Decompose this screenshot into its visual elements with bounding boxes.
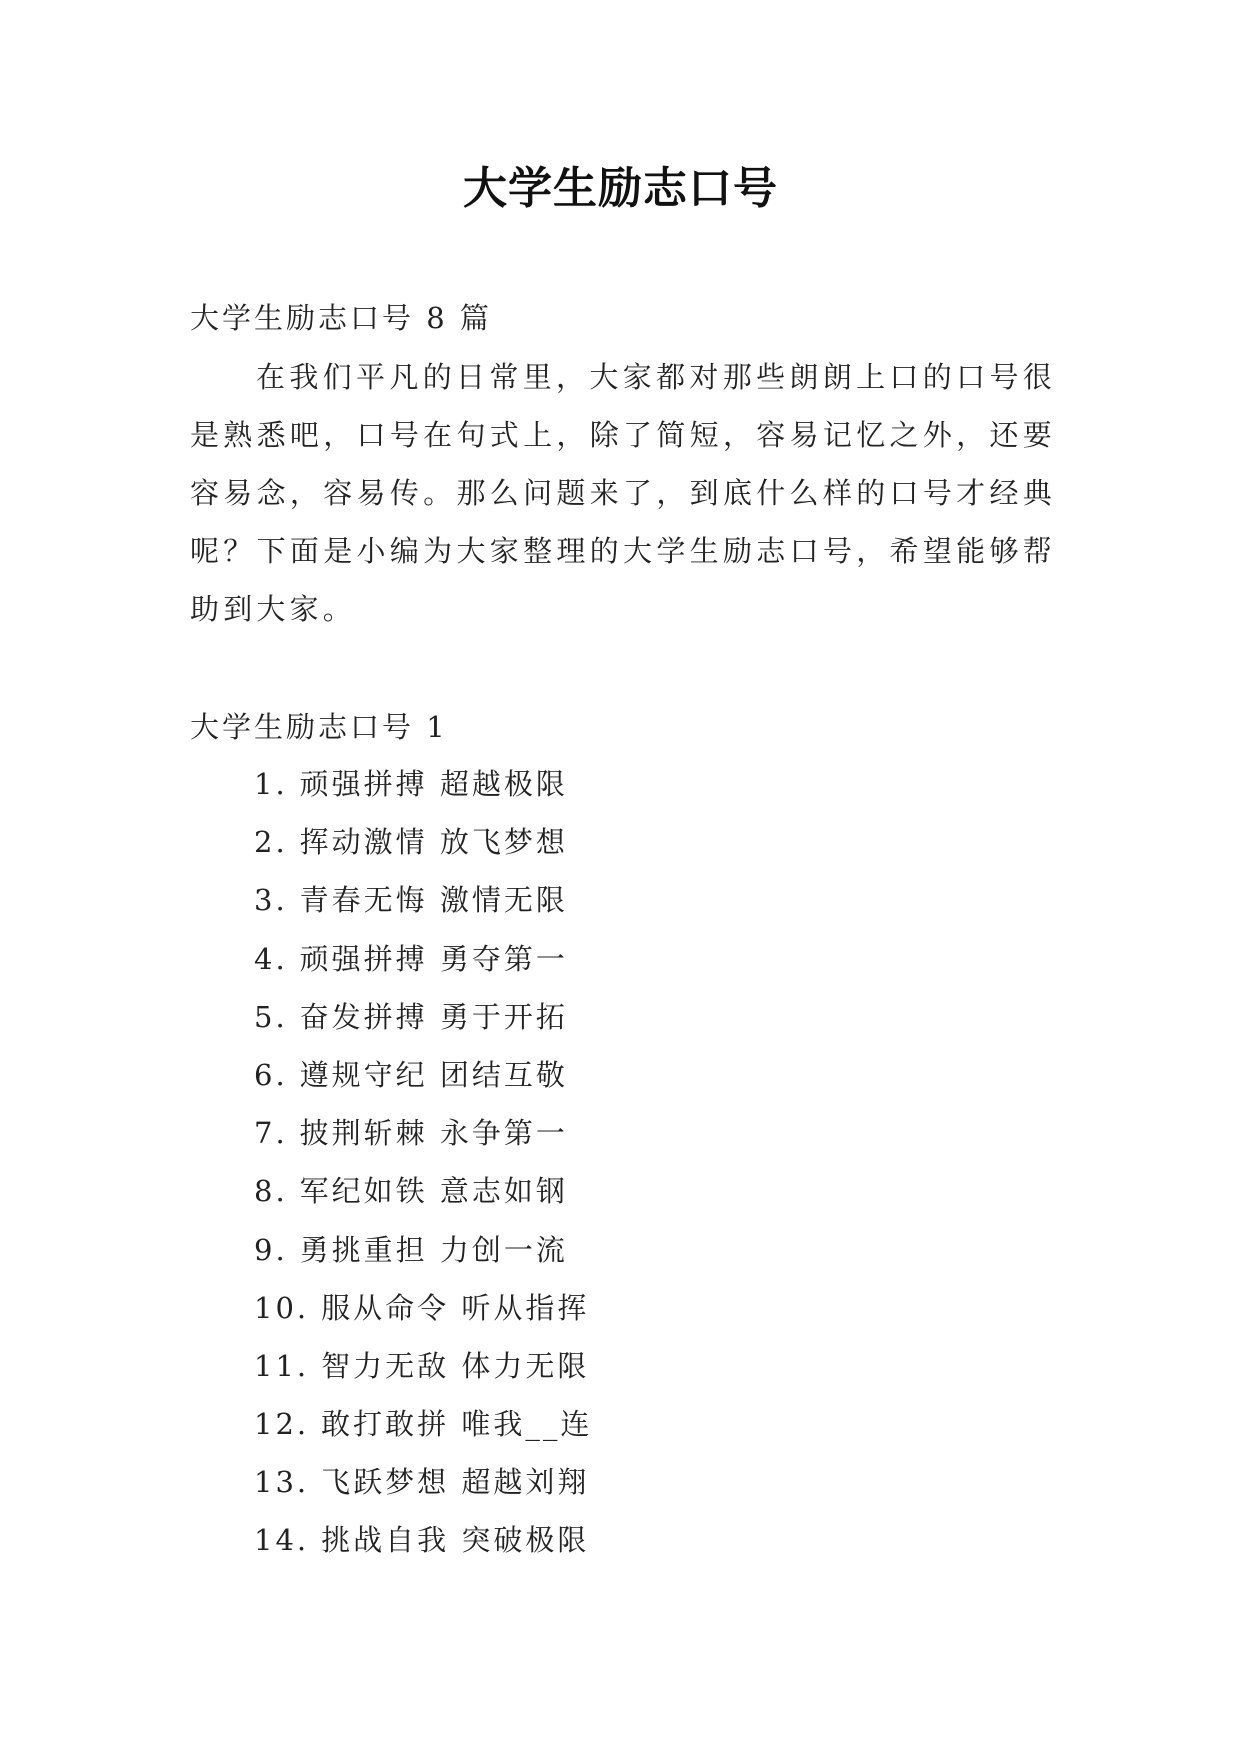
list-item-number: 8. <box>254 1174 288 1209</box>
list-item-number: 7. <box>254 1116 288 1151</box>
list-item-number: 1. <box>254 767 288 801</box>
list-item-number: 13. <box>254 1465 310 1500</box>
list-item <box>254 1395 592 1453</box>
slogan-list <box>254 755 592 1570</box>
list-item <box>254 1511 592 1569</box>
list-item-text: 披荆斩棘 永争第一 <box>299 1116 568 1151</box>
list-item-text: 遵规守纪 团结互敬 <box>299 1057 568 1092</box>
list-item <box>254 1046 592 1104</box>
list-item-number: 5. <box>254 999 288 1034</box>
list-item-text: 勇挑重担 力创一流 <box>299 1232 568 1267</box>
list-item-text: 敢打敢拼 唯我__连 <box>321 1407 593 1442</box>
list-item <box>254 871 592 929</box>
list-item <box>254 755 592 813</box>
list-item-text: 奋发拼搏 勇于开拓 <box>299 999 568 1034</box>
list-item-text: 青春无悔 激情无限 <box>299 883 568 918</box>
list-item-number: 9. <box>254 1232 288 1267</box>
list-item-number: 11. <box>254 1348 310 1383</box>
section-heading: 大学生励志口号 1 <box>190 710 448 744</box>
list-item <box>254 1279 592 1337</box>
document-subtitle: 大学生励志口号 8 篇 <box>190 301 492 335</box>
page-title: 大学生励志口号 <box>463 163 778 214</box>
list-item-number: 12. <box>254 1407 310 1442</box>
list-item <box>254 813 592 871</box>
list-item-text: 顽强拼搏 勇夺第一 <box>299 941 568 976</box>
list-item-text: 智力无敌 体力无限 <box>321 1348 590 1383</box>
list-item-number: 2. <box>254 825 288 860</box>
list-item-number: 4. <box>254 941 288 976</box>
list-item <box>254 1337 592 1395</box>
list-item-number: 10. <box>254 1290 310 1325</box>
list-item-text: 服从命令 听从指挥 <box>321 1290 590 1325</box>
list-item-number: 14. <box>254 1523 310 1558</box>
list-item-number: 6. <box>254 1057 288 1092</box>
list-item <box>254 1453 592 1511</box>
list-item <box>254 1221 592 1279</box>
list-item-text: 飞跃梦想 超越刘翔 <box>321 1465 590 1500</box>
list-item-text: 挑战自我 突破极限 <box>321 1523 590 1558</box>
list-item-text: 挥动激情 放飞梦想 <box>299 825 568 860</box>
list-item <box>254 930 592 988</box>
list-item-text: 军纪如铁 意志如钢 <box>299 1174 568 1209</box>
list-item-number: 3. <box>254 883 288 918</box>
list-item-text: 顽强拼搏 超越极限 <box>299 767 568 801</box>
list-item <box>254 1162 592 1220</box>
list-item <box>254 1104 592 1162</box>
list-item <box>254 988 592 1046</box>
intro-paragraph: 在我们平凡的日常里，大家都对那些朗朗上口的口号很是熟悉吧，口号在句式上，除了简短，容易记忆之外，还要容易念，容易传。那么问题来了，到底什么样的口号才经典呢？下面是小编为大家整理的大学生励志口号，希望能够帮助到大家。 <box>190 360 1056 626</box>
